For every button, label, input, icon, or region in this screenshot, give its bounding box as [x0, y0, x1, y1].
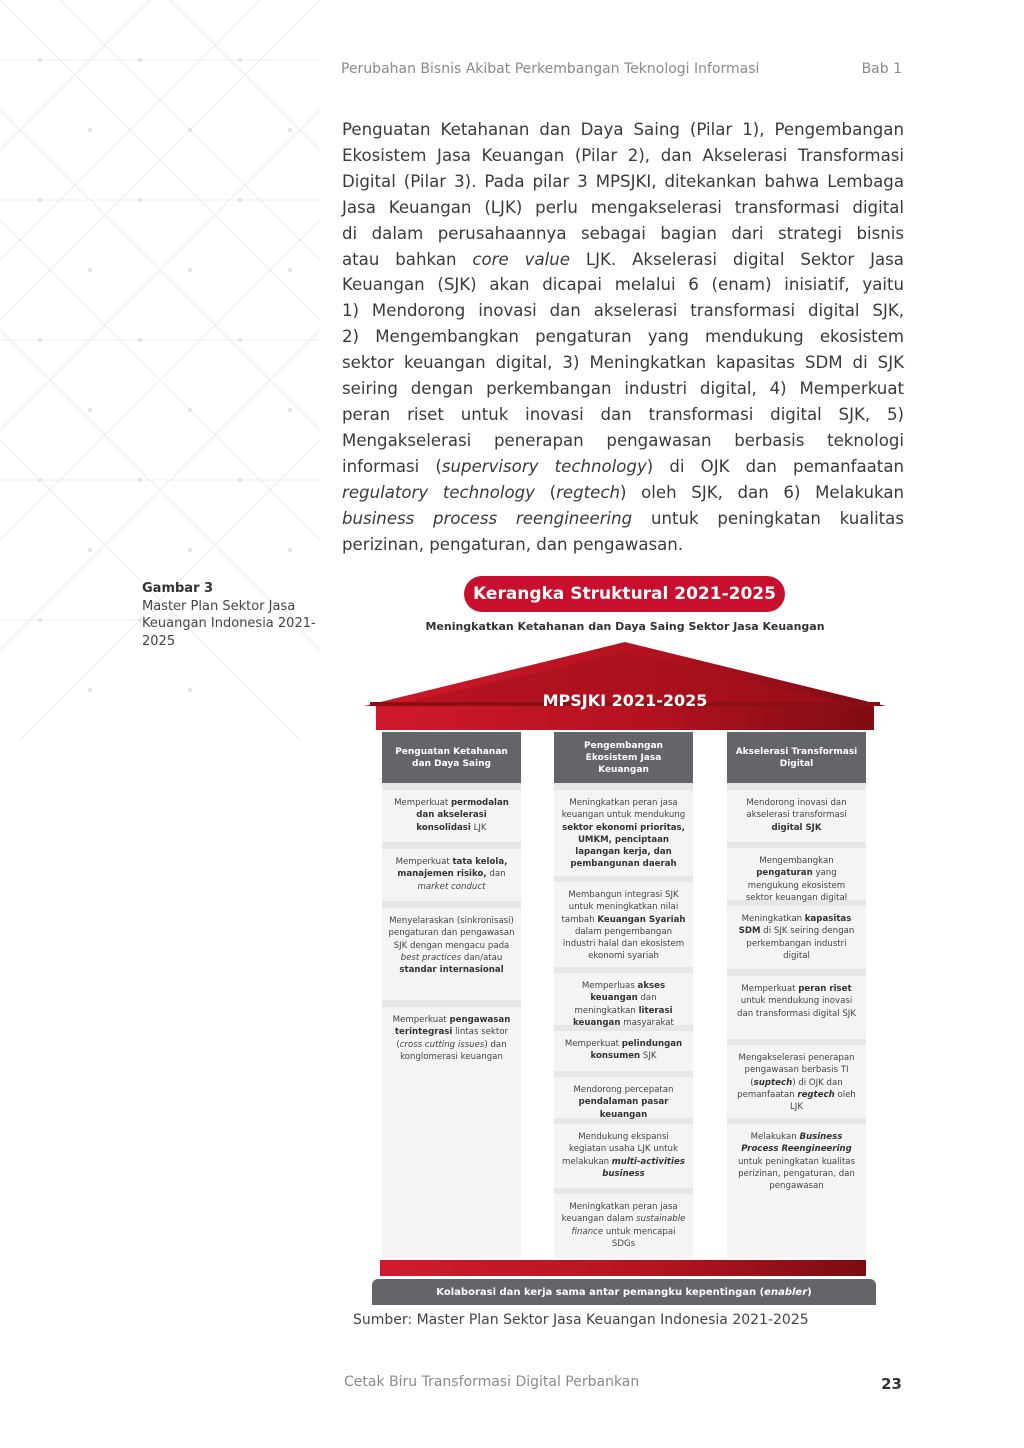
- pillar-column-2: [554, 732, 693, 1258]
- pillar-heading: Pengembangan Ekosistem Jasa Keuangan: [554, 732, 693, 783]
- body-line: sektor keuangan digital, 3) Meningkatkan kapasitas SDM di SJK: [342, 353, 904, 373]
- body-line: seiring dengan perkembangan industri digital, 4) Memperkuat: [342, 379, 904, 399]
- enabler-bar: Kolaborasi dan kerja sama antar pemangku kepentingan ( enabler ): [372, 1279, 876, 1305]
- pillar-item: Mendorong percepatan pendalaman pasar keuangan: [554, 1077, 693, 1118]
- body-line: 1) Mendorong inovasi dan akselerasi transformasi digital SJK,: [342, 301, 904, 321]
- roof-label: MPSJKI 2021-2025: [542, 691, 708, 710]
- pillar-heading: Penguatan Ketahanan dan Daya Saing: [382, 732, 521, 783]
- pillar-item: Mendorong inovasi dan akselerasi transformasi digital SJK: [727, 790, 866, 842]
- body-line: 2) Mengembangkan pengaturan yang mendukung ekosistem: [342, 327, 904, 347]
- pillar-item: Memperkuat tata kelola, manajemen risiko, dan market conduct: [382, 849, 521, 901]
- body-line: Jasa Keuangan (LJK) perlu mengakselerasi transformasi digital: [342, 197, 904, 217]
- body-line: Ekosistem Jasa Keuangan (Pilar 2), dan Akselerasi Transformasi: [342, 145, 904, 165]
- body-line: perizinan, pengaturan, dan pengawasan.: [342, 534, 684, 554]
- figure-source: Sumber: Master Plan Sektor Jasa Keuangan Indonesia 2021-2025: [353, 1312, 809, 1328]
- body-line: informasi (supervisory technology) di OJK dan pemanfaatan: [342, 456, 904, 476]
- pillar-column-3: [727, 732, 866, 1258]
- body-line: di dalam perusahaannya sebagai bagian dari strategi bisnis: [342, 223, 904, 243]
- pillar-item: Melakukan Business Process Reengineering untuk peningkatan kualitas perizinan, pengaturan, dan pengawasan: [727, 1124, 866, 1258]
- figure-caption-text: Master Plan Sektor Jasa Keuangan Indonesia 2021-2025: [142, 598, 316, 649]
- diagram-subtitle: Meningkatkan Ketahanan dan Daya Saing Sektor Jasa Keuangan: [425, 620, 825, 633]
- body-line: atau bahkan core value LJK. Akselerasi digital Sektor Jasa: [342, 249, 904, 269]
- body-line: peran riset untuk inovasi dan transformasi digital SJK, 5): [342, 404, 904, 424]
- pillar-item: Meningkatkan peran jasa keuangan untuk mendukung sektor ekonomi prioritas, UMKM, penciptaan lapangan kerja, dan pembangunan daerah: [554, 790, 693, 876]
- footer-title: Cetak Biru Transformasi Digital Perbankan: [344, 1374, 640, 1390]
- foundation-bar: [380, 1260, 866, 1276]
- roof-shape: [360, 642, 890, 730]
- pillar-item: Memperkuat permodalan dan akselerasi konsolidasi LJK: [382, 790, 521, 842]
- pillar-item: Memperkuat pelindungan konsumen SJK: [554, 1031, 693, 1071]
- page-number: 23: [881, 1375, 902, 1393]
- pillar-item: Mengembangkan pengaturan yang mengukung ekosistem sektor keuangan digital: [727, 848, 866, 900]
- pillar-item: Menyelaraskan (sinkronisasi) pengaturan dan pengawasan SJK dengan mengacu pada best practices dan/atau standar internasional: [382, 908, 521, 1000]
- running-head-title: Perubahan Bisnis Akibat Perkembangan Teknologi Informasi: [341, 61, 760, 77]
- body-line: Penguatan Ketahanan dan Daya Saing (Pilar 1), Pengembangan: [342, 120, 904, 139]
- pillar-item: Memperluas akses keuangan dan meningkatkan literasi keuangan masyarakat: [554, 973, 693, 1025]
- pillar-item: Meningkatkan peran jasa keuangan dalam sustainable finance untuk mencapai SDGs: [554, 1194, 693, 1258]
- figure-number: Gambar 3: [142, 581, 214, 596]
- body-line: Mengakselerasi penerapan pengawasan berbasis teknologi: [342, 430, 904, 450]
- body-line: Keuangan (SJK) akan dicapai melalui 6 (enam) inisiatif, yaitu: [342, 275, 904, 295]
- pillar-column-1: [382, 732, 521, 1258]
- body-line: business process reengineering untuk peningkatan kualitas: [342, 508, 904, 528]
- pillar-heading: Akselerasi Transformasi Digital: [727, 732, 866, 783]
- pillar-item: Mendukung ekspansi kegiatan usaha LJK untuk melakukan multi-activities business: [554, 1124, 693, 1188]
- chapter-label: Bab 1: [861, 61, 902, 77]
- figure-caption: [142, 580, 332, 650]
- pillar-item: Membangun integrasi SJK untuk meningkatkan nilai tambah Keuangan Syariah dalam pengembangan industri halal dan ekosistem ekonomi syariah: [554, 882, 693, 967]
- pillar-item: Meningkatkan kapasitas SDM di SJK seiring dengan perkembangan industri digital: [727, 906, 866, 969]
- body-paragraph: [342, 117, 904, 557]
- pillar-item: Memperkuat pengawasan terintegrasi lintas sektor (cross cutting issues) dan konglomerasi keuangan: [382, 1007, 521, 1258]
- diagram-title: Kerangka Struktural 2021-2025: [464, 576, 785, 612]
- pillar-item: Memperkuat peran riset untuk mendukung inovasi dan transformasi digital SJK: [727, 976, 866, 1039]
- mpsjki-diagram: [360, 574, 890, 1309]
- body-line: Digital (Pilar 3). Pada pilar 3 MPSJKI, ditekankan bahwa Lembaga: [342, 171, 904, 191]
- pillar-item: Mengakselerasi penerapan pengawasan berbasis TI (suptech) di OJK dan pemanfaatan regtech oleh LJK: [727, 1045, 866, 1118]
- body-line: regulatory technology (regtech) oleh SJK, dan 6) Melakukan: [342, 482, 905, 502]
